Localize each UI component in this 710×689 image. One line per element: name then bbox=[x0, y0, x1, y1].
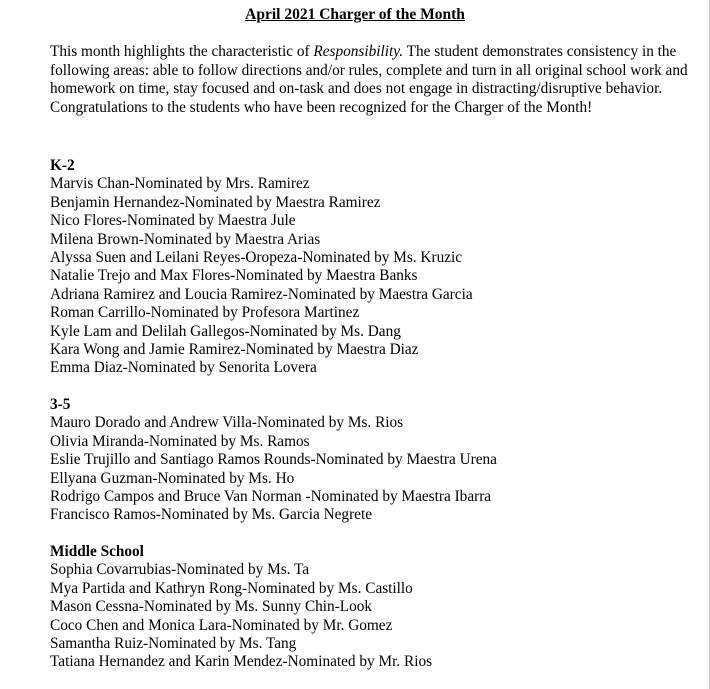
section-k-2 bbox=[50, 157, 690, 378]
nominee-entry: Emma Diaz-Nominated by Senorita Lovera bbox=[50, 359, 317, 377]
nominee-entry: Natalie Trejo and Max Flores-Nominated by Maestra Banks bbox=[50, 267, 418, 285]
section-heading: 3-5 bbox=[50, 396, 71, 413]
nominee-entry: Marvis Chan-Nominated by Mrs. Ramirez bbox=[50, 175, 310, 193]
nominee-entry: Sophia Covarrubias-Nominated by Ms. Ta bbox=[50, 561, 310, 579]
intro-emphasis: Responsibility. bbox=[313, 43, 404, 60]
nominee-entry: Rodrigo Campos and Bruce Van Norman -Nominated by Maestra Ibarra bbox=[50, 488, 492, 506]
nominee-entry: Mauro Dorado and Andrew Villa-Nominated by Ms. Rios bbox=[50, 414, 404, 432]
nominee-list bbox=[50, 561, 690, 671]
nominee-entry: Alyssa Suen and Leilani Reyes-Oropeza-Nominated by Ms. Kruzic bbox=[50, 249, 463, 267]
nominee-entry: Ellyana Guzman-Nominated by Ms. Ho bbox=[50, 469, 295, 487]
nominee-entry: Benjamin Hernandez-Nominated by Maestra Ramirez bbox=[50, 193, 381, 211]
intro-paragraph bbox=[50, 43, 690, 117]
nominee-entry: Tatiana Hernandez and Karin Mendez-Nominated by Mr. Rios bbox=[50, 653, 433, 671]
nominee-entry: Kyle Lam and Delilah Gallegos-Nominated by Ms. Dang bbox=[50, 322, 401, 340]
nominee-entry: Roman Carrillo-Nominated by Profesora Martinez bbox=[50, 304, 360, 322]
nominee-entry: Eslie Trujillo and Santiago Ramos Rounds-Nominated by Maestra Urena bbox=[50, 451, 497, 469]
nominee-entry: Adriana Ramirez and Loucia Ramirez-Nominated by Maestra Garcia bbox=[50, 285, 473, 303]
intro-text-before: This month highlights the characteristic of bbox=[50, 43, 314, 60]
nominee-entry: Olivia Miranda-Nominated by Ms. Ramos bbox=[50, 432, 310, 450]
section-heading: K-2 bbox=[50, 157, 75, 174]
document-title: April 2021 Charger of the Month bbox=[245, 6, 465, 23]
nominee-entry: Samantha Ruiz-Nominated by Ms. Tang bbox=[50, 635, 297, 653]
nominee-entry: Kara Wong and Jamie Ramirez-Nominated by Maestra Diaz bbox=[50, 341, 419, 359]
nominee-entry: Mya Partida and Kathryn Rong-Nominated by Ms. Castillo bbox=[50, 579, 413, 597]
section-heading: Middle School bbox=[50, 543, 144, 560]
nominee-entry: Francisco Ramos-Nominated by Ms. Garcia Negrete bbox=[50, 506, 372, 524]
intro-text-after: The student demonstrates consistency in the following areas: able to follow directions and/or rules, complete and turn in all original school work and homework on time, stay focused and on-task and does not engage in distracting/disruptive behavior. Congratulations to the students who have been recognized for the Charger of the Month! bbox=[50, 43, 688, 116]
nominee-entry: Coco Chen and Monica Lara-Nominated by Mr. Gomez bbox=[50, 616, 393, 634]
section-middle-school bbox=[50, 543, 690, 672]
nominee-entry: Nico Flores-Nominated by Maestra Jule bbox=[50, 212, 296, 230]
nominee-list bbox=[50, 175, 690, 377]
section-3-5 bbox=[50, 396, 690, 525]
nominee-entry: Mason Cessna-Nominated by Ms. Sunny Chin-Look bbox=[50, 598, 373, 616]
nominee-list bbox=[50, 414, 690, 524]
nominee-entry: Milena Brown-Nominated by Maestra Arias bbox=[50, 230, 321, 248]
